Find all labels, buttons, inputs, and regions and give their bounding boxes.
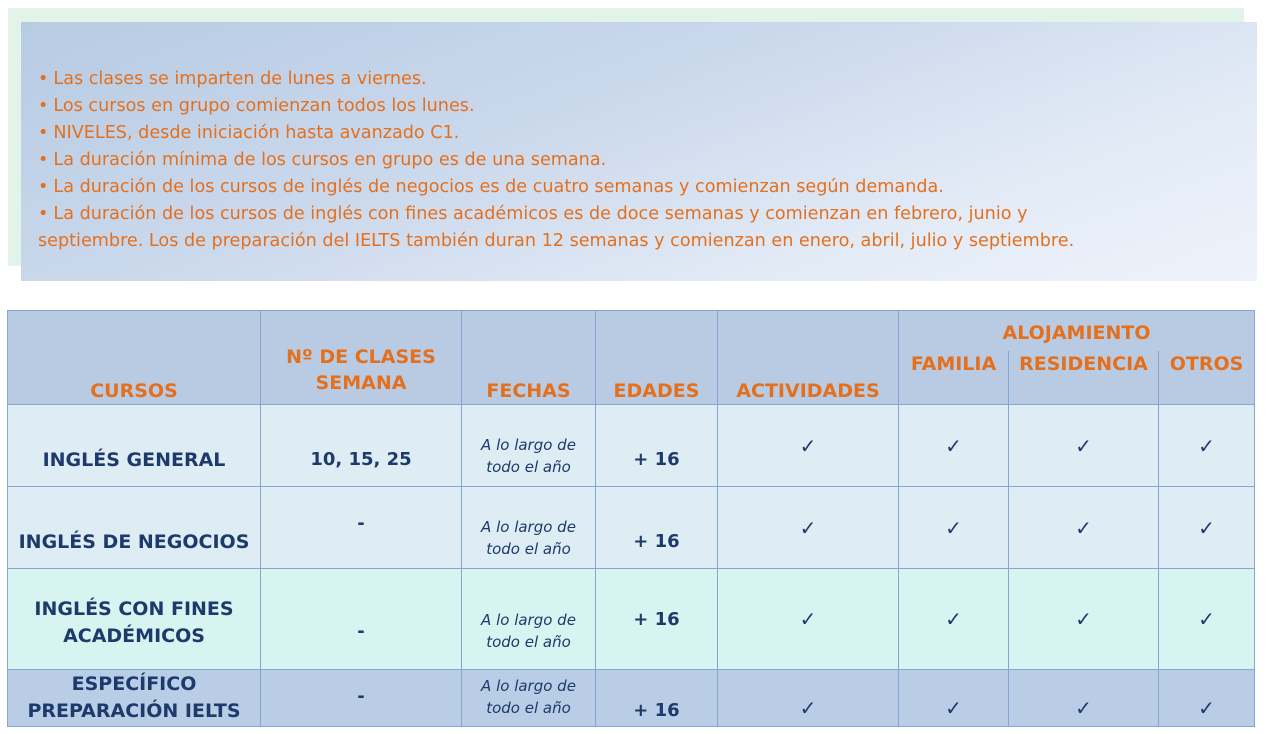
course-name: INGLÉS GENERAL [8, 405, 261, 487]
header-familia: FAMILIA [899, 351, 1009, 405]
header-actividades: ACTIVIDADES [718, 311, 899, 405]
check-icon: ✓ [718, 405, 899, 487]
course-ages: + 16 [596, 569, 718, 670]
check-icon: ✓ [899, 569, 1009, 670]
info-item: • NIVELES, desde iniciación hasta avanzado C1. [38, 123, 460, 143]
header-fechas: FECHAS [462, 311, 596, 405]
info-item: • La duración de los cursos de inglés de negocios es de cuatro semanas y comienzan según demanda. [38, 177, 944, 197]
course-name: INGLÉS CON FINES ACADÉMICOS [8, 569, 261, 670]
header-otros: OTROS [1159, 351, 1255, 405]
table-row [8, 487, 1255, 569]
check-icon: ✓ [718, 487, 899, 569]
check-icon: ✓ [1159, 405, 1255, 487]
check-icon: ✓ [1159, 670, 1255, 727]
course-name: ESPECÍFICO PREPARACIÓN IELTS [8, 670, 261, 727]
header-row [8, 311, 1255, 351]
header-residencia: RESIDENCIA [1009, 351, 1159, 405]
table-row [8, 670, 1255, 727]
check-icon: ✓ [899, 487, 1009, 569]
course-ages: + 16 [596, 487, 718, 569]
bullet-icon: • [38, 204, 49, 224]
bullet-icon: • [38, 177, 49, 197]
header-edades: EDADES [596, 311, 718, 405]
classes-per-week: - [261, 569, 462, 670]
course-name: INGLÉS DE NEGOCIOS [8, 487, 261, 569]
courses-table [7, 310, 1255, 727]
bullet-icon: • [38, 96, 49, 116]
bullet-icon: • [38, 123, 49, 143]
check-icon: ✓ [1009, 487, 1159, 569]
bullet-icon: • [38, 150, 49, 170]
classes-per-week: 10, 15, 25 [261, 405, 462, 487]
classes-per-week: - [261, 670, 462, 727]
course-info-box [21, 22, 1257, 281]
course-dates: A lo largo de todo el año [462, 405, 596, 487]
check-icon: ✓ [1009, 670, 1159, 727]
check-icon: ✓ [899, 405, 1009, 487]
header-cursos: CURSOS [8, 311, 261, 405]
info-item: • Las clases se imparten de lunes a viernes. [38, 69, 427, 89]
info-item: • La duración de los cursos de inglés con fines académicos es de doce semanas y comienzan en febrero, junio y [38, 204, 1028, 224]
course-dates: A lo largo de todo el año [462, 487, 596, 569]
header-clases: Nº DE CLASES SEMANA [261, 311, 462, 405]
course-dates: A lo largo de todo el año [462, 569, 596, 670]
info-item: • La duración mínima de los cursos en grupo es de una semana. [38, 150, 607, 170]
check-icon: ✓ [1159, 569, 1255, 670]
classes-per-week: - [261, 487, 462, 569]
course-dates: A lo largo de todo el año [462, 670, 596, 727]
check-icon: ✓ [718, 670, 899, 727]
check-icon: ✓ [718, 569, 899, 670]
check-icon: ✓ [1009, 569, 1159, 670]
table-row [8, 569, 1255, 670]
check-icon: ✓ [1009, 405, 1159, 487]
info-list [38, 66, 1237, 255]
info-item: • Los cursos en grupo comienzan todos los lunes. [38, 96, 475, 116]
check-icon: ✓ [899, 670, 1009, 727]
bullet-icon: • [38, 69, 49, 89]
check-icon: ✓ [1159, 487, 1255, 569]
info-item-continuation: septiembre. Los de preparación del IELTS también duran 12 semanas y comienzan en enero, abril, julio y septiembre. [38, 231, 1075, 251]
course-ages: + 16 [596, 405, 718, 487]
header-alojamiento: ALOJAMIENTO [899, 311, 1255, 351]
course-ages: + 16 [596, 670, 718, 727]
table-row [8, 405, 1255, 487]
